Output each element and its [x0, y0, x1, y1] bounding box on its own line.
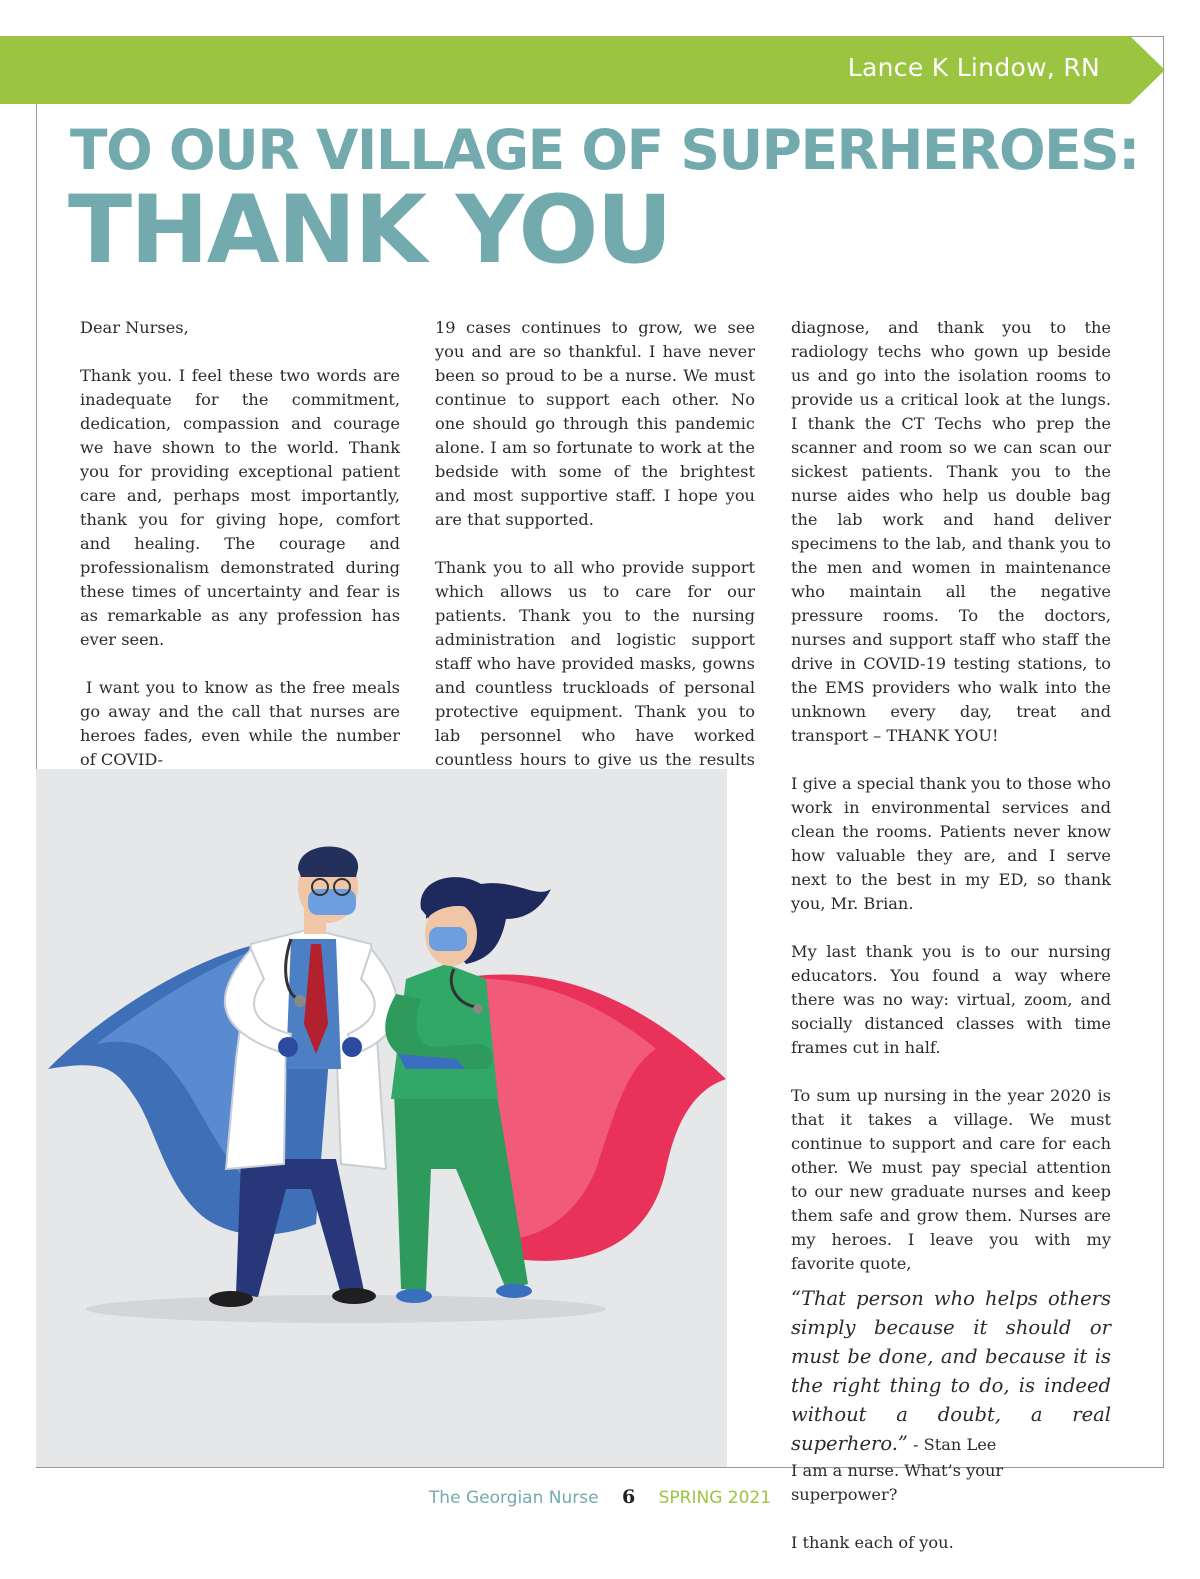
quote-text: “That person who helps others simply because it should or must be done, and because it is the right thing to do, is indeed without a doubt, a real superhero.”: [791, 1287, 1111, 1455]
article-title-line2: THANK YOU: [68, 176, 671, 285]
magazine-name: The Georgian Nurse: [428, 1488, 599, 1508]
page-number: 6: [621, 1486, 636, 1508]
superhero-nurses-illustration: [36, 769, 727, 1467]
paragraph: 19 cases continues to grow, we see you and are so thankful. I have never been so proud to be a nurse. We must continue to support each other. No one should go through this pandemic alone. I am so fortunate to work at the bedside with some of the brightest and most supportive staff. I hope you are that supported.: [435, 318, 755, 529]
article-title-line1: TO OUR VILLAGE OF SUPERHEROES:: [70, 118, 1139, 182]
paragraph: Thank you to all who provide support which allows us to care for our patients. Thank you to the nursing administration and logistic support staff who have provided masks, gowns and countless truckloads of personal protective equipment. Thank you to lab personnel who have worked countless hours to give us the results: [435, 558, 755, 769]
issue-date: SPRING 2021: [658, 1488, 772, 1508]
paragraph: I want you to know as the free meals go away and the call that nurses are heroes fades, even while the number of COVID-: [80, 678, 400, 769]
paragraph: To sum up nursing in the year 2020 is that it takes a village. We must continue to support and care for each other. We must pay special attention to our new graduate nurses and keep them safe and grow them. Nurses are my heroes. I leave you with my favorite quote,: [791, 1086, 1111, 1273]
article-column-2: [435, 316, 755, 796]
article-column-1: [80, 316, 400, 772]
closing-line: I thank each of you.: [791, 1533, 954, 1552]
page-footer: [0, 1486, 1200, 1508]
paragraph: My last thank you is to our nursing educators. You found a way where there was no way: virtual, zoom, and socially distanced classes with time frames cut in half.: [791, 942, 1111, 1057]
article-column-3: [791, 316, 1111, 1579]
author-name: Lance K Lindow, RN: [847, 53, 1100, 82]
quote-attribution: - Stan Lee: [907, 1435, 997, 1454]
closing-line: I am a nurse. What’s your superpower?: [791, 1461, 1004, 1504]
superheroes-illustration-icon: [36, 769, 727, 1467]
pull-quote: [791, 1284, 1111, 1459]
paragraph: Thank you. I feel these two words are inadequate for the commitment, dedication, compassion and courage we have shown to the world. Thank you for providing exceptional patient care and, perhaps most importantly, thank you for giving hope, comfort and healing. The courage and professionalism demonstrated during these times of uncertainty and fear is as remarkable as any profession has ever seen.: [80, 366, 400, 649]
paragraph: I give a special thank you to those who work in environmental services and clean the rooms. Patients never know how valuable they are, and I serve next to the best in my ED, so thank you, Mr. Brian.: [791, 774, 1111, 913]
salutation: Dear Nurses,: [80, 318, 189, 337]
paragraph: diagnose, and thank you to the radiology techs who gown up beside us and go into the isolation rooms to provide us a critical look at the lungs. I thank the CT Techs who prep the scanner and room so we can scan our sickest patients. Thank you to the nurse aides who help us double bag the lab work and hand deliver specimens to the lab, and thank you to the men and women in maintenance who maintain all the negative pressure rooms. To the doctors, nurses and support staff who staff the drive in COVID-19 testing stations, to the EMS providers who walk into the unknown every day, treat and transport – THANK YOU!: [791, 318, 1111, 745]
